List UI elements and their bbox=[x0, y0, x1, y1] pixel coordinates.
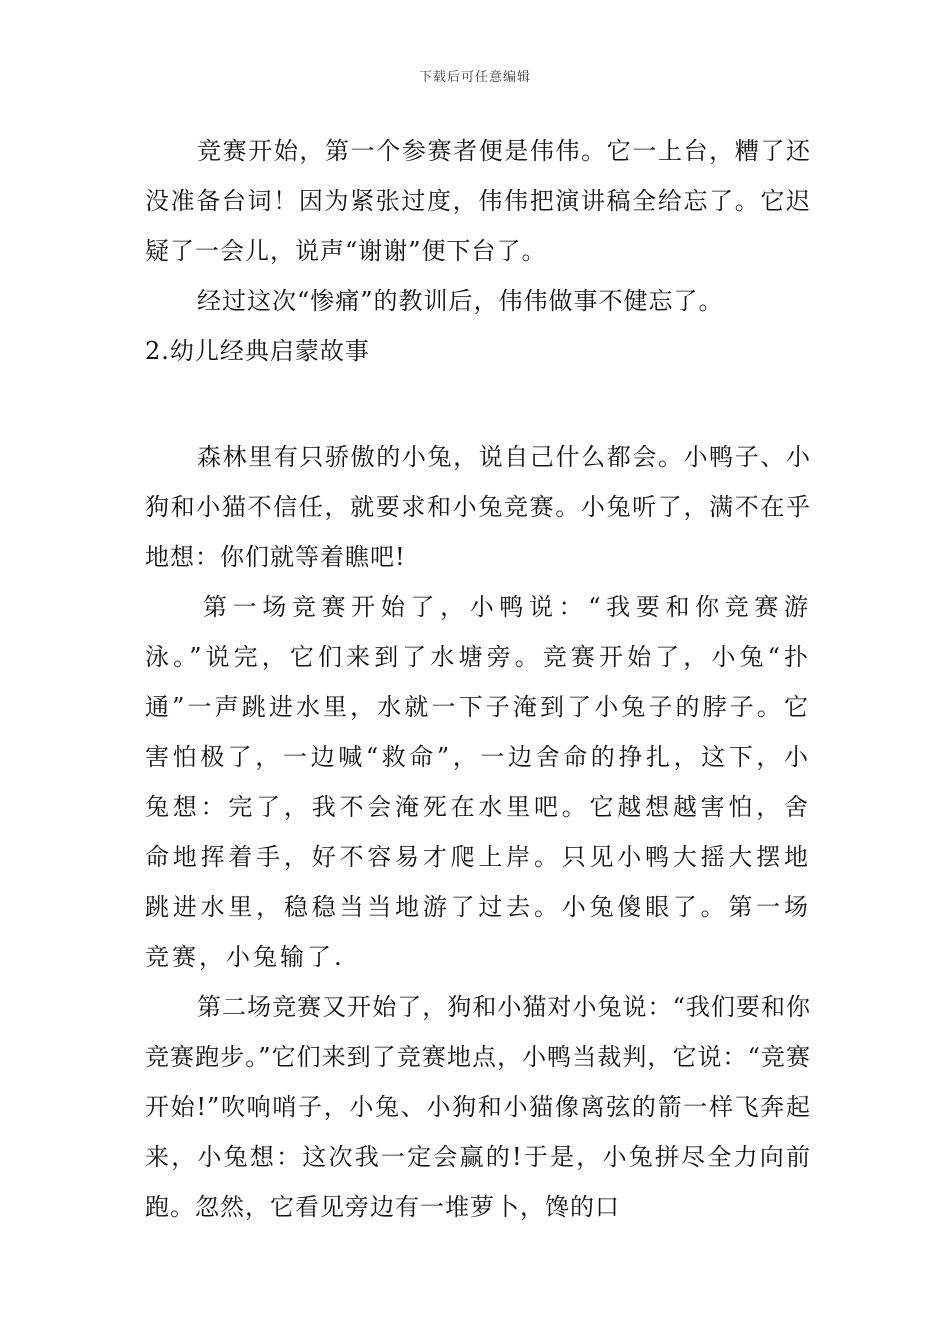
paragraph-story-intro: 森林里有只骄傲的小兔，说自己什么都会。小鸭子、小狗和小猫不信任，就要求和小兔竞赛。小兔听了，满不在乎地想：你们就等着瞧吧! bbox=[145, 443, 811, 571]
paragraph-contest-start: 竞赛开始，第一个参赛者便是伟伟。它一上台，糟了还没准备台词！因为紧张过度，伟伟把演讲稿全给忘了。它迟疑了一会儿，说声“谢谢”便下台了。 bbox=[145, 137, 811, 265]
paragraph-lesson: 经过这次“惨痛”的教训后，伟伟做事不健忘了。 bbox=[197, 287, 724, 315]
page-header: 下载后可任意编辑 bbox=[418, 70, 531, 85]
paragraph-swimming-race: 第一场竞赛开始了，小鸭说：“我要和你竞赛游泳。”说完，它们来到了水塘旁。竞赛开始了，小兔“扑通”一声跳进水里，水就一下子淹到了小兔子的脖子。它害怕极了，一边喊“救命”，一边舍命的挣扎，这下，小兔想：完了，我不会淹死在水里吧。它越想越害怕，舍命地挥着手，好不容易才爬上岸。只见小鸭大摇大摆地跳进水里，稳稳当当地游了过去。小兔傻眼了。第一场竞赛，小兔输了. bbox=[145, 593, 811, 971]
blank-space bbox=[145, 376, 811, 432]
section-heading: 2.幼儿经典启蒙故事 bbox=[145, 337, 370, 365]
paragraph-running-race: 第二场竞赛又开始了，狗和小猫对小兔说：“我们要和你竞赛跑步。”它们来到了竞赛地点，小鸭当裁判，它说：“竞赛开始!”吹响哨子，小兔、小狗和小猫像离弦的箭一样飞奔起来，小兔想：这次我一定会赢的!于是，小兔拼尽全力向前跑。忽然，它看见旁边有一堆萝卜，馋的口 bbox=[145, 993, 811, 1221]
document-body bbox=[145, 126, 811, 1232]
